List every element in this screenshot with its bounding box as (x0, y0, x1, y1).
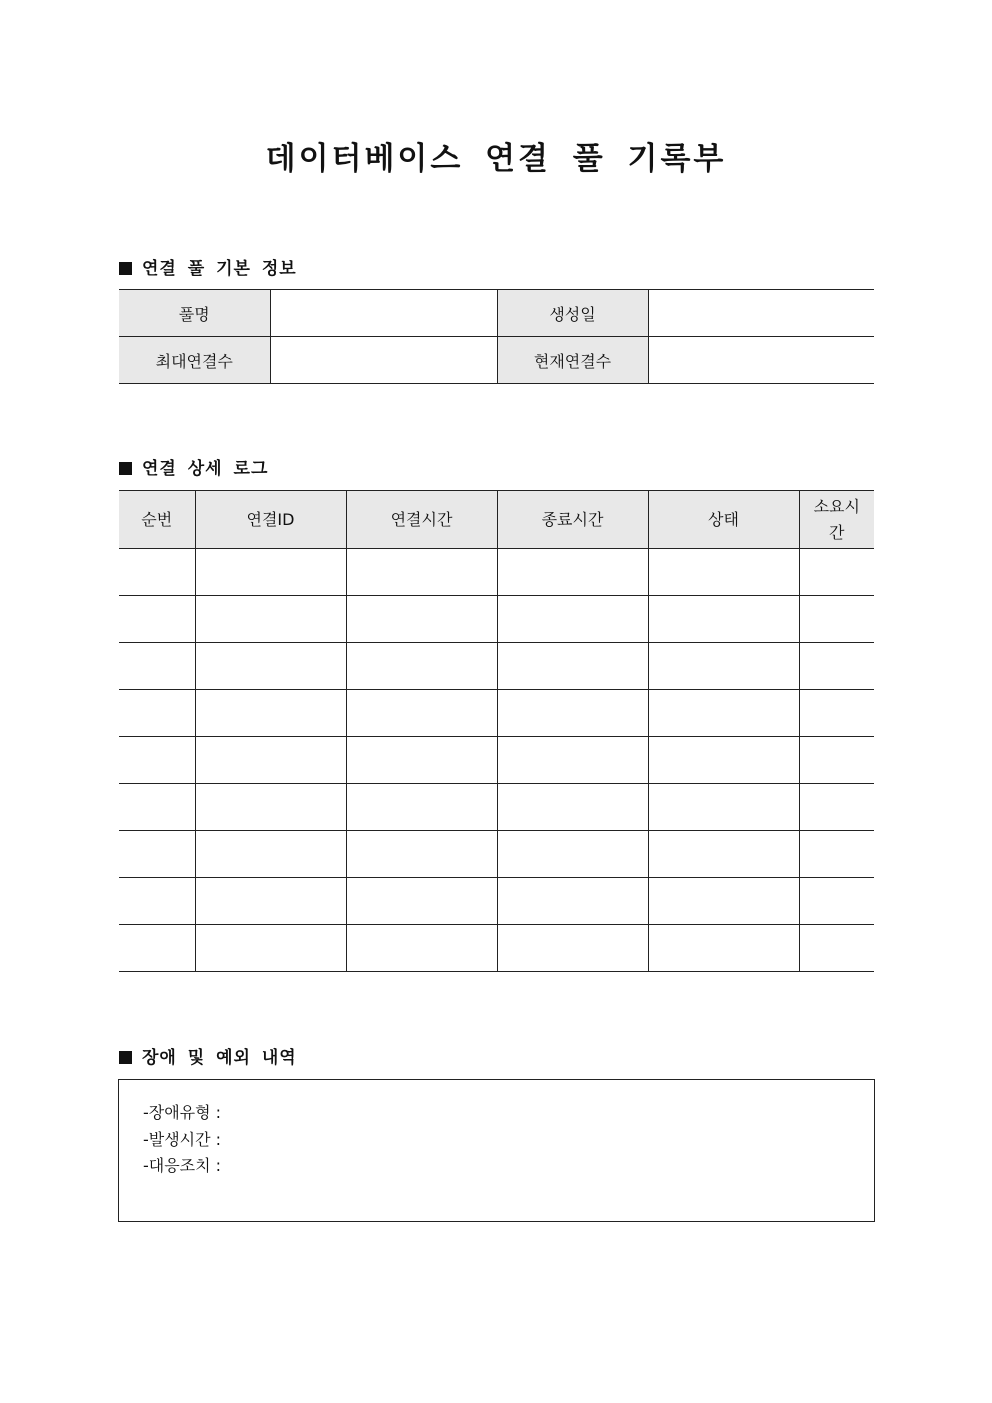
log-column-header: 상태 (648, 491, 799, 549)
basic-info-table (119, 289, 874, 384)
log-cell[interactable] (346, 831, 497, 878)
log-cell[interactable] (799, 549, 874, 596)
log-cell[interactable] (119, 690, 195, 737)
log-cell[interactable] (648, 784, 799, 831)
log-column-header: 연결시간 (346, 491, 497, 549)
log-cell[interactable] (648, 690, 799, 737)
log-cell[interactable] (497, 784, 648, 831)
log-cell[interactable] (799, 784, 874, 831)
log-cell[interactable] (648, 878, 799, 925)
table-row (119, 690, 874, 737)
log-cell[interactable] (648, 643, 799, 690)
log-cell[interactable] (195, 737, 346, 784)
square-bullet-icon (119, 1051, 132, 1064)
log-cell[interactable] (195, 596, 346, 643)
table-row (119, 643, 874, 690)
log-cell[interactable] (799, 925, 874, 972)
log-cell[interactable] (497, 737, 648, 784)
log-cell[interactable] (648, 596, 799, 643)
log-cell[interactable] (346, 643, 497, 690)
log-column-header: 순번 (119, 491, 195, 549)
log-cell[interactable] (497, 596, 648, 643)
log-cell[interactable] (195, 643, 346, 690)
table-row (119, 737, 874, 784)
current-connections-field[interactable] (648, 337, 874, 384)
log-cell[interactable] (195, 784, 346, 831)
log-cell[interactable] (648, 549, 799, 596)
log-cell[interactable] (119, 831, 195, 878)
table-row (119, 596, 874, 643)
fault-type-line: -장애유형 : (143, 1103, 222, 1122)
log-cell[interactable] (497, 878, 648, 925)
log-cell[interactable] (799, 831, 874, 878)
log-cell[interactable] (497, 831, 648, 878)
current-connections-label: 현재연결수 (497, 337, 648, 384)
log-cell[interactable] (119, 925, 195, 972)
table-row (119, 878, 874, 925)
fault-details-box[interactable] (118, 1079, 875, 1222)
log-table-header (119, 491, 874, 549)
square-bullet-icon (119, 462, 132, 475)
log-cell[interactable] (648, 925, 799, 972)
log-cell[interactable] (119, 643, 195, 690)
log-cell[interactable] (119, 784, 195, 831)
log-cell[interactable] (346, 596, 497, 643)
log-cell[interactable] (119, 596, 195, 643)
square-bullet-icon (119, 262, 132, 275)
table-row (119, 925, 874, 972)
table-row (119, 831, 874, 878)
log-cell[interactable] (195, 925, 346, 972)
log-cell[interactable] (799, 596, 874, 643)
log-cell[interactable] (799, 737, 874, 784)
section-heading-label: 장애 및 예외 내역 (142, 1048, 297, 1068)
log-cell[interactable] (497, 690, 648, 737)
section-heading-label: 연결 풀 기본 정보 (142, 259, 297, 279)
created-date-field[interactable] (648, 290, 874, 337)
table-row (119, 784, 874, 831)
log-cell[interactable] (346, 925, 497, 972)
log-column-header: 소요시 간 (799, 491, 874, 549)
log-cell[interactable] (195, 690, 346, 737)
table-row (119, 549, 874, 596)
log-cell[interactable] (799, 690, 874, 737)
log-cell[interactable] (648, 737, 799, 784)
log-cell[interactable] (195, 549, 346, 596)
log-cell[interactable] (195, 878, 346, 925)
log-column-header: 종료시간 (497, 491, 648, 549)
log-cell[interactable] (497, 925, 648, 972)
log-cell[interactable] (346, 737, 497, 784)
log-cell[interactable] (346, 784, 497, 831)
section-heading-faults (119, 1043, 297, 1068)
pool-name-field[interactable] (270, 290, 497, 337)
created-date-label: 생성일 (497, 290, 648, 337)
log-column-header: 연결ID (195, 491, 346, 549)
log-cell[interactable] (119, 737, 195, 784)
section-heading-connection-log (119, 454, 268, 479)
max-connections-field[interactable] (270, 337, 497, 384)
max-connections-label: 최대연결수 (119, 337, 270, 384)
log-cell[interactable] (799, 643, 874, 690)
page-title: 데이터베이스 연결 풀 기록부 (265, 141, 727, 177)
log-cell[interactable] (497, 643, 648, 690)
fault-action-line: -대응조치 : (143, 1156, 222, 1175)
log-cell[interactable] (346, 690, 497, 737)
log-cell[interactable] (119, 878, 195, 925)
log-cell[interactable] (648, 831, 799, 878)
pool-name-label: 풀명 (119, 290, 270, 337)
log-cell[interactable] (119, 549, 195, 596)
log-cell[interactable] (799, 878, 874, 925)
log-cell[interactable] (346, 878, 497, 925)
log-cell[interactable] (346, 549, 497, 596)
fault-time-line: -발생시간 : (143, 1130, 222, 1149)
section-heading-label: 연결 상세 로그 (142, 459, 269, 479)
log-cell[interactable] (497, 549, 648, 596)
section-heading-basic-info (119, 254, 297, 279)
log-cell[interactable] (195, 831, 346, 878)
connection-log-table (119, 490, 874, 972)
